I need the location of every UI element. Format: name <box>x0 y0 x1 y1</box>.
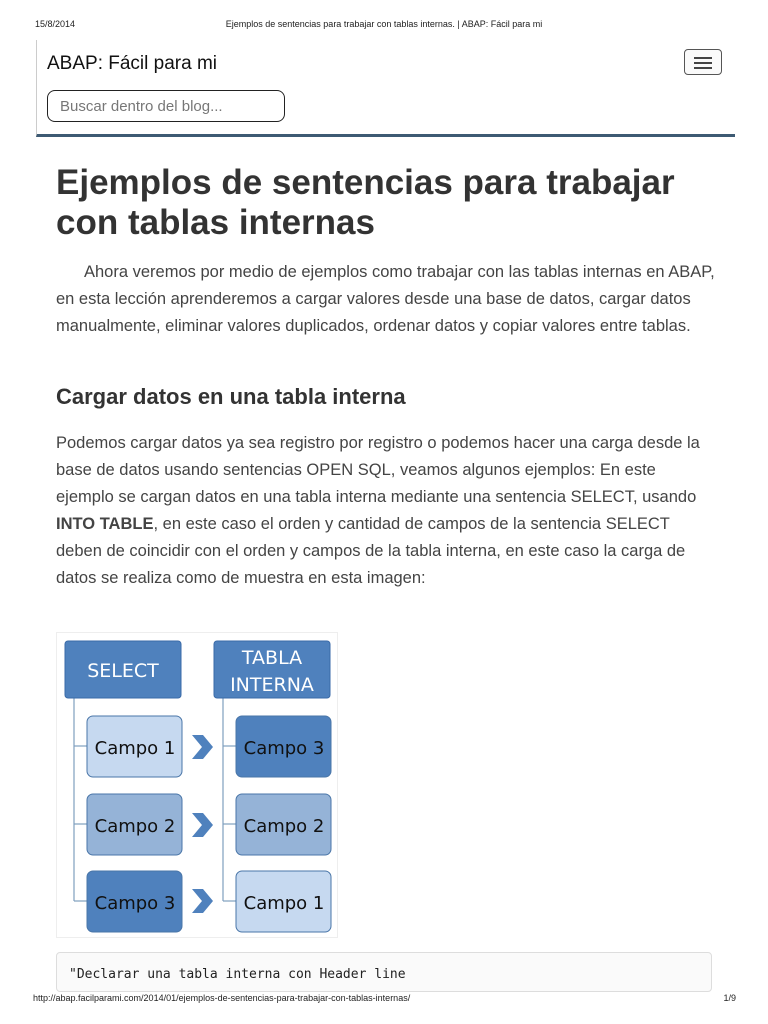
chevron-right-icon <box>192 735 213 759</box>
menu-bar <box>694 62 712 64</box>
print-date: 15/8/2014 <box>35 19 76 29</box>
body-text-end: , en este caso el orden y cantidad de campos de la sentencia SELECT deben de coincidir con el orden y campos de la tabla interna, en este caso la carga de datos se realiza como de muestra en esta imagen: <box>56 515 686 587</box>
internal-table-field-label: Campo 2 <box>243 816 325 837</box>
internal-table-header-line2: INTERNA <box>230 674 314 696</box>
internal-table-header-line1: TABLA <box>241 647 303 669</box>
print-page-title: Ejemplos de sentencias para trabajar con tablas internas. | ABAP: Fácil para mi <box>225 19 543 29</box>
internal-table-field-label: Campo 3 <box>243 738 325 759</box>
select-field-label: Campo 1 <box>94 738 176 759</box>
code-line: "Declarar una tabla interna con Header line <box>69 967 406 982</box>
print-footer <box>0 993 768 1007</box>
body-bold-keyword: INTO TABLE <box>56 515 154 533</box>
select-into-table-diagram <box>56 632 338 938</box>
hamburger-menu-icon[interactable] <box>684 49 722 75</box>
site-title[interactable]: ABAP: Fácil para mi <box>47 53 217 74</box>
section-heading: Cargar datos en una tabla interna <box>56 384 406 409</box>
menu-bar <box>694 67 712 69</box>
diagram-svg <box>57 633 339 939</box>
internal-table-field-label: Campo 1 <box>243 893 325 914</box>
print-url: http://abap.facilparami.com/2014/01/ejemplos-de-sentencias-para-trabajar-con-tablas-internas/ <box>33 993 411 1003</box>
chevron-right-icon <box>192 889 213 913</box>
print-header <box>0 19 768 33</box>
post-title: Ejemplos de sentencias para trabajar con tablas internas <box>56 163 675 242</box>
print-page-number: 1/9 <box>723 993 736 1003</box>
code-block <box>56 952 712 992</box>
select-field-label: Campo 2 <box>94 816 176 837</box>
blog-header <box>36 40 735 137</box>
select-header-label: SELECT <box>87 660 159 682</box>
select-field-label: Campo 3 <box>94 893 176 914</box>
body-text-start: Podemos cargar datos ya sea registro por registro o podemos hacer una carga desde la base de datos usando sentencias OPEN SQL, veamos algunos ejemplos: En este ejemplo se cargan datos en una tabla interna mediante una sentencia SELECT, usando <box>56 434 700 506</box>
menu-bar <box>694 57 712 59</box>
intro-paragraph: Ahora veremos por medio de ejemplos como trabajar con las tablas internas en ABAP, en esta lección aprenderemos a cargar valores desde una base de datos, cargar datos manualmente, eliminar valores duplicados, ordenar datos y copiar valores entre tablas. <box>56 263 715 335</box>
chevron-right-icon <box>192 813 213 837</box>
body-paragraph <box>56 430 716 592</box>
search-input[interactable] <box>47 90 285 122</box>
